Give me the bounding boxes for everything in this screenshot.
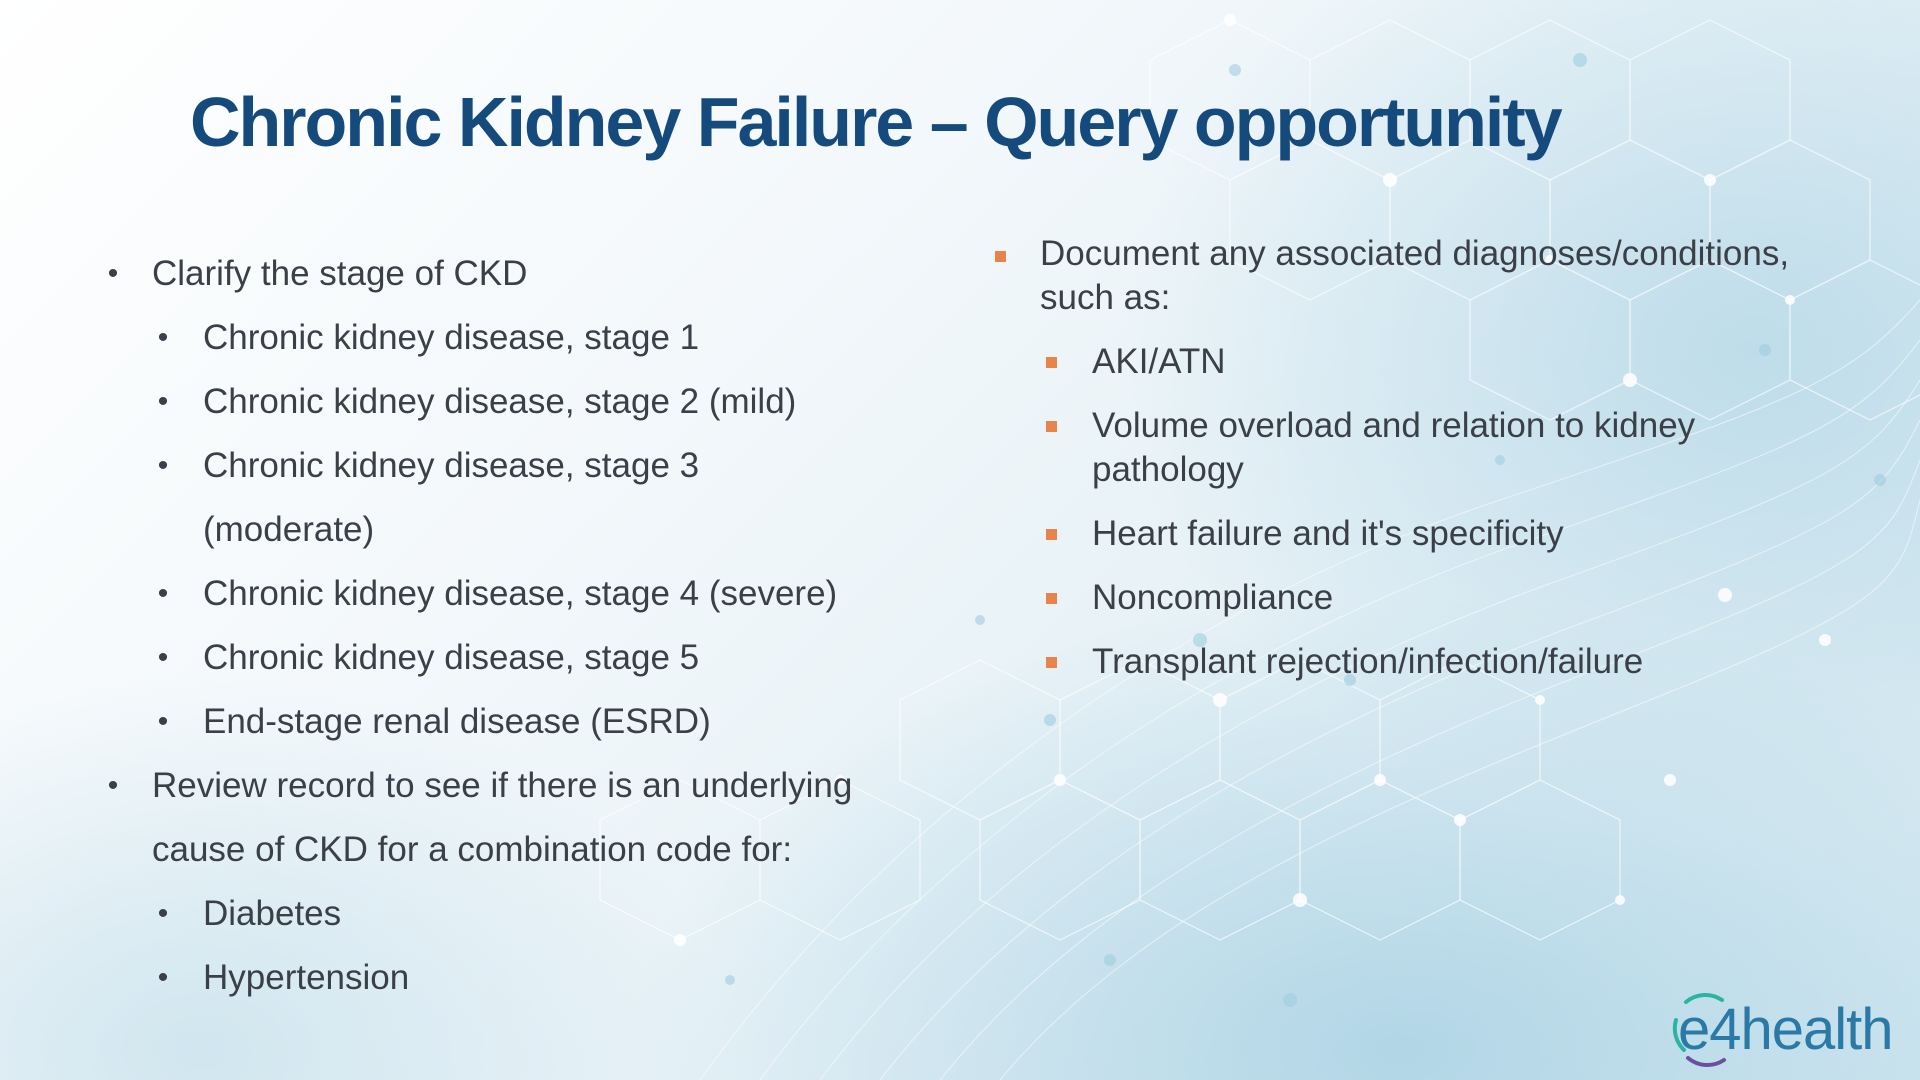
list-item-text: Review record to see if there is an underlying [152,766,853,805]
list-item-text: AKI/ATN [1092,342,1226,381]
list-item [990,640,1790,684]
list-item [100,946,920,1010]
bullet-dot-icon: • [157,449,169,482]
list-item-text: Transplant rejection/infection/failure [1092,642,1644,681]
list-item-text: Chronic kidney disease, stage 3 [203,446,700,485]
list-item [100,882,920,946]
bullet-dot-icon: • [157,321,169,354]
list-item-continuation [100,818,920,882]
square-bullet-icon [995,251,1006,262]
list-item [100,690,920,754]
list-item-text: Chronic kidney disease, stage 4 (severe) [203,574,838,613]
list-item [100,306,920,370]
square-bullet-icon [1046,421,1057,432]
e4health-logo [1664,990,1904,1070]
bullet-dot-icon: • [157,385,169,418]
square-bullet-icon [1046,593,1057,604]
list-item-text: Chronic kidney disease, stage 5 [203,638,700,677]
list-item-text: Chronic kidney disease, stage 1 [203,318,700,357]
list-item-continuation [100,498,920,562]
list-item-text: End-stage renal disease (ESRD) [203,702,711,741]
list-item [100,242,920,306]
list-item [990,340,1790,384]
list-item-text: (moderate) [203,510,375,549]
bullet-dot-icon: • [157,705,169,738]
list-item-text: Noncompliance [1092,578,1334,617]
bullet-dot-icon: • [157,897,169,930]
square-bullet-icon [1046,657,1057,668]
bullet-dot-icon: • [107,257,119,290]
list-item-text: Heart failure and it's specificity [1092,514,1564,553]
list-item [100,754,920,818]
right-bullet-list [990,232,1790,704]
square-bullet-icon [1046,357,1057,368]
list-item [100,434,920,498]
list-item [990,576,1790,620]
square-bullet-icon [1046,529,1057,540]
left-bullet-list [100,242,920,1010]
list-item-text: Chronic kidney disease, stage 2 (mild) [203,382,797,421]
list-item-text: Diabetes [203,894,342,933]
bullet-dot-icon: • [157,961,169,994]
list-item [100,370,920,434]
list-item [990,232,1790,320]
list-item [100,562,920,626]
list-item-text: Clarify the stage of CKD [152,254,528,293]
logo-wordmark: e4health [1678,997,1893,1062]
list-item-text: Volume overload and relation to kidney pathology [1092,406,1696,489]
list-item [990,512,1790,556]
bullet-dot-icon: • [157,577,169,610]
list-item-text: cause of CKD for a combination code for: [152,830,793,869]
list-item [100,626,920,690]
bullet-dot-icon: • [107,769,119,802]
list-item-text: Document any associated diagnoses/conditions, such as: [1040,234,1790,317]
list-item-text: Hypertension [203,958,410,997]
bullet-dot-icon: • [157,641,169,674]
slide-title: Chronic Kidney Failure – Query opportunity [190,83,1561,161]
list-item [990,404,1790,492]
